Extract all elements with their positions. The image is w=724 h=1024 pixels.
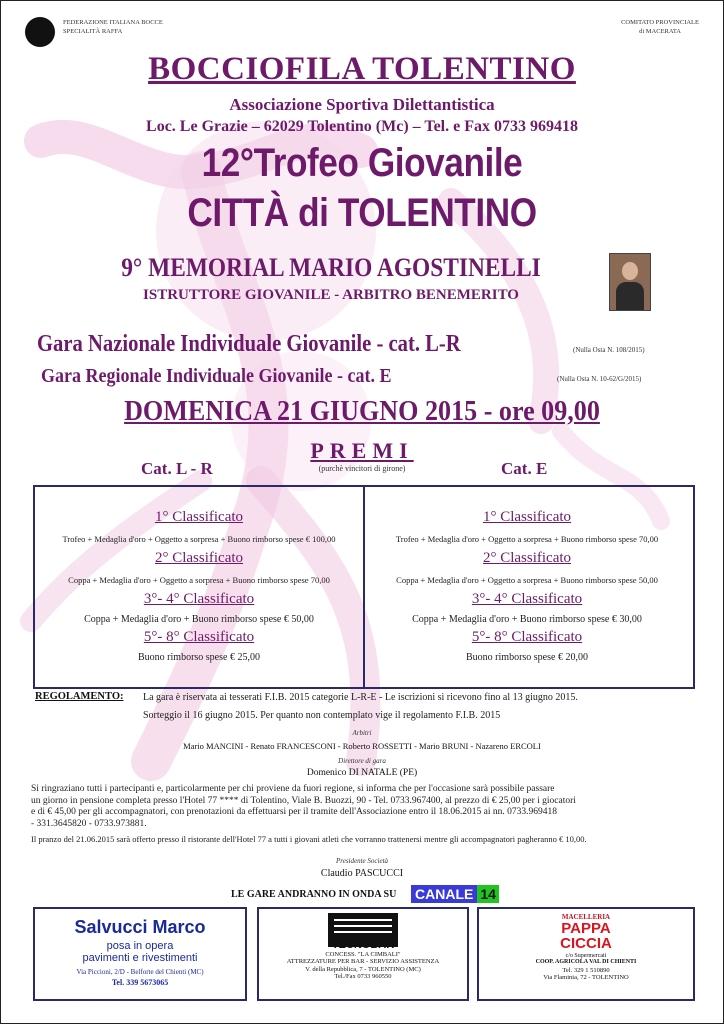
info-paragraph [31,784,697,846]
sponsor-salvucci-line: pavimenti e rivestimenti [82,952,198,964]
race-regional-row [41,365,430,388]
prize-place: 2° Classificato [482,550,572,566]
sponsor-salvucci-phone: Tel. 339 5673065 [111,978,169,987]
event-title-line1: 12°Trofeo Giovanile [201,141,523,185]
prize-place: 3°- 4° Classificato [143,591,255,607]
tecnobar-logo [328,913,398,947]
director-label: Direttore di gara [338,757,386,765]
prize-place: 1° Classificato [482,509,572,525]
sponsor-salvucci-line: posa in opera [106,940,174,952]
referees-names: Mario MANCINI - Renato FRANCESCONI - Roberto ROSSETTI - Mario BRUNI - Nazareno ERCOLI [183,741,541,751]
sponsor-tecnobar [257,907,469,1001]
pappa-ciccia-line: Via Flaminia, 72 - TOLENTINO [543,974,629,981]
canale-number: 14 [477,885,499,903]
prize-place: 5°- 8° Classificato [471,629,583,645]
prize-desc: Coppa + Medaglia d'oro + Oggetto a sorpresa + Buono rimborso spese 70,00 [68,575,330,585]
pappa-ciccia-line: COOP. AGRICOLA VAL DI CHIENTI [535,959,637,965]
info-line: e di € 45,00 per gli accompagnatori, con prenotazioni da effettuarsi per il tramite dell'Associazione entro il 18.06.2015 ai nn. 0733.969418 [31,807,558,817]
director-name: Domenico DI NATALE (PE) [306,768,418,778]
prizes-heading: PREMI [310,438,414,463]
info-line: Si ringraziano tutti i partecipanti e, particolarmente per chi proviene da fuori regione, si informa che per l'occasione sarà possibile passare [31,784,555,794]
committee-line: COMITATO PROVINCIALE [621,19,699,26]
race-national-note: (Nulla Osta N. 108/2015) [573,346,645,354]
right-prizes [365,509,689,663]
pappa-ciccia-brand1: PAPPA [561,920,611,937]
prizes-subheading: (purchè vincitori di girone) [318,464,406,473]
pappa-ciccia-line: Tel. 329 1 510890 [562,967,610,974]
race-regional-note: (Nulla Osta N. 10-62/G/2015) [557,375,642,383]
referees-label: Arbitri [352,729,372,737]
club-name: BOCCIOFILA TOLENTINO [148,51,576,87]
sponsor-salvucci [33,907,247,1001]
committee-label [621,18,699,36]
race-national: Gara Nazionale Individuale Giovanile - cat. L-R [37,331,461,357]
event-title-line2: CITTÀ di TOLENTINO [187,191,537,235]
fib-line: SPECIALITÀ RAFFA [63,28,123,35]
sponsor-salvucci-address: Via Piccioni, 2/D - Belforte del Chienti (MC) [76,968,204,976]
memorial-title: 9° MEMORIAL MARIO AGOSTINELLI [121,253,541,282]
prize-desc: Trofeo + Medaglia d'oro + Oggetto a sorpresa + Buono rimborso spese € 100,00 [62,534,336,544]
sponsor-salvucci-name: Salvucci Marco [74,917,206,937]
prize-place: 3°- 4° Classificato [471,591,583,607]
association-type: Associazione Sportiva Dilettantistica [229,95,495,114]
sponsor-pappa-ciccia [477,907,695,1001]
president-name: Claudio PASCUCCI [320,868,404,879]
pappa-ciccia-brand2: CICCIA [560,935,612,952]
broadcast-text: LE GARE ANDRANNO IN ONDA SU [231,889,397,900]
rules-line2: Sorteggio il 16 giugno 2015. Per quanto non contemplato vige il regolamento F.I.B. 2015 [143,710,501,721]
prize-place: 2° Classificato [154,550,244,566]
fib-label [63,18,163,36]
prize-desc: Trofeo + Medaglia d'oro + Oggetto a sorpresa + Buono rimborso spese 70,00 [395,534,659,544]
canale-logo [411,885,499,903]
left-prizes [35,509,363,663]
prize-desc: Buono rimborso spese € 25,00 [138,652,260,663]
prize-desc: Coppa + Medaglia d'oro + Buono rimborso spese € 30,00 [412,614,642,625]
tecnobar-line: CONCESS. "LA CIMBALI" [325,951,401,958]
info-line: - 331.3645820 - 0733.973881. [31,818,147,829]
memorial-portrait [609,253,651,311]
pappa-ciccia-top: MACELLERIA [561,913,611,921]
prize-desc: Coppa + Medaglia d'oro + Oggetto a sorpresa + Buono rimborso spese 50,00 [396,575,658,585]
prize-desc: Buono rimborso spese € 20,00 [466,652,588,663]
prize-place: 1° Classificato [154,509,244,525]
canale-word: CANALE [411,885,477,903]
event-date: DOMENICA 21 GIUGNO 2015 - ore 09,00 [124,395,600,427]
president-label: Presidente Società [335,857,389,865]
tecnobar-line: Tel./Fax 0733 960550 [334,973,392,980]
race-regional: Gara Regionale Individuale Giovanile - cat. E [41,365,392,387]
rules-line1: La gara è riservata ai tesserati F.I.B. 2015 categorie L-R-E - Le iscrizioni si ricevono fino al 13 giugno 2015. [143,692,578,703]
fib-logo [25,17,55,47]
left-category: Cat. L - R [141,459,213,478]
pappa-ciccia-line: c/o Supermercati [565,953,607,959]
memorial-subtitle: ISTRUTTORE GIOVANILE - ARBITRO BENEMERITO [143,287,519,303]
right-category: Cat. E [501,459,548,478]
tecnobar-line: ATTREZZATURE PER BAR - SERVIZIO ASSISTENZA [286,958,440,965]
info-line: un giorno in pensione completa presso l'Hotel 77 **** di Tolentino, Viale B. Buozzi, 90 - Tel. 0733.967400, al prezzo di € 25,00 per i giocatori [31,795,576,806]
prize-desc: Coppa + Medaglia d'oro + Buono rimborso spese € 50,00 [84,614,314,625]
prize-place: 5°- 8° Classificato [143,629,255,645]
fib-line: FEDERAZIONE ITALIANA BOCCE [63,19,163,26]
tecnobar-line: V. della Repubblica, 7 - TOLENTINO (MC) [305,966,421,973]
committee-line: di MACERATA [639,28,681,35]
info-line: Il pranzo del 21.06.2015 sarà offerto presso il ristorante dell'Hotel 77 a tutti i giovani atleti che vorranno trattenersi mentre gli accompagnatori pagheranno € 10,00. [31,834,587,844]
rules-label: REGOLAMENTO: [35,691,124,702]
race-national-row [37,331,530,358]
club-address: Loc. Le Grazie – 62029 Tolentino (Mc) – Tel. e Fax 0733 969418 [146,118,578,135]
